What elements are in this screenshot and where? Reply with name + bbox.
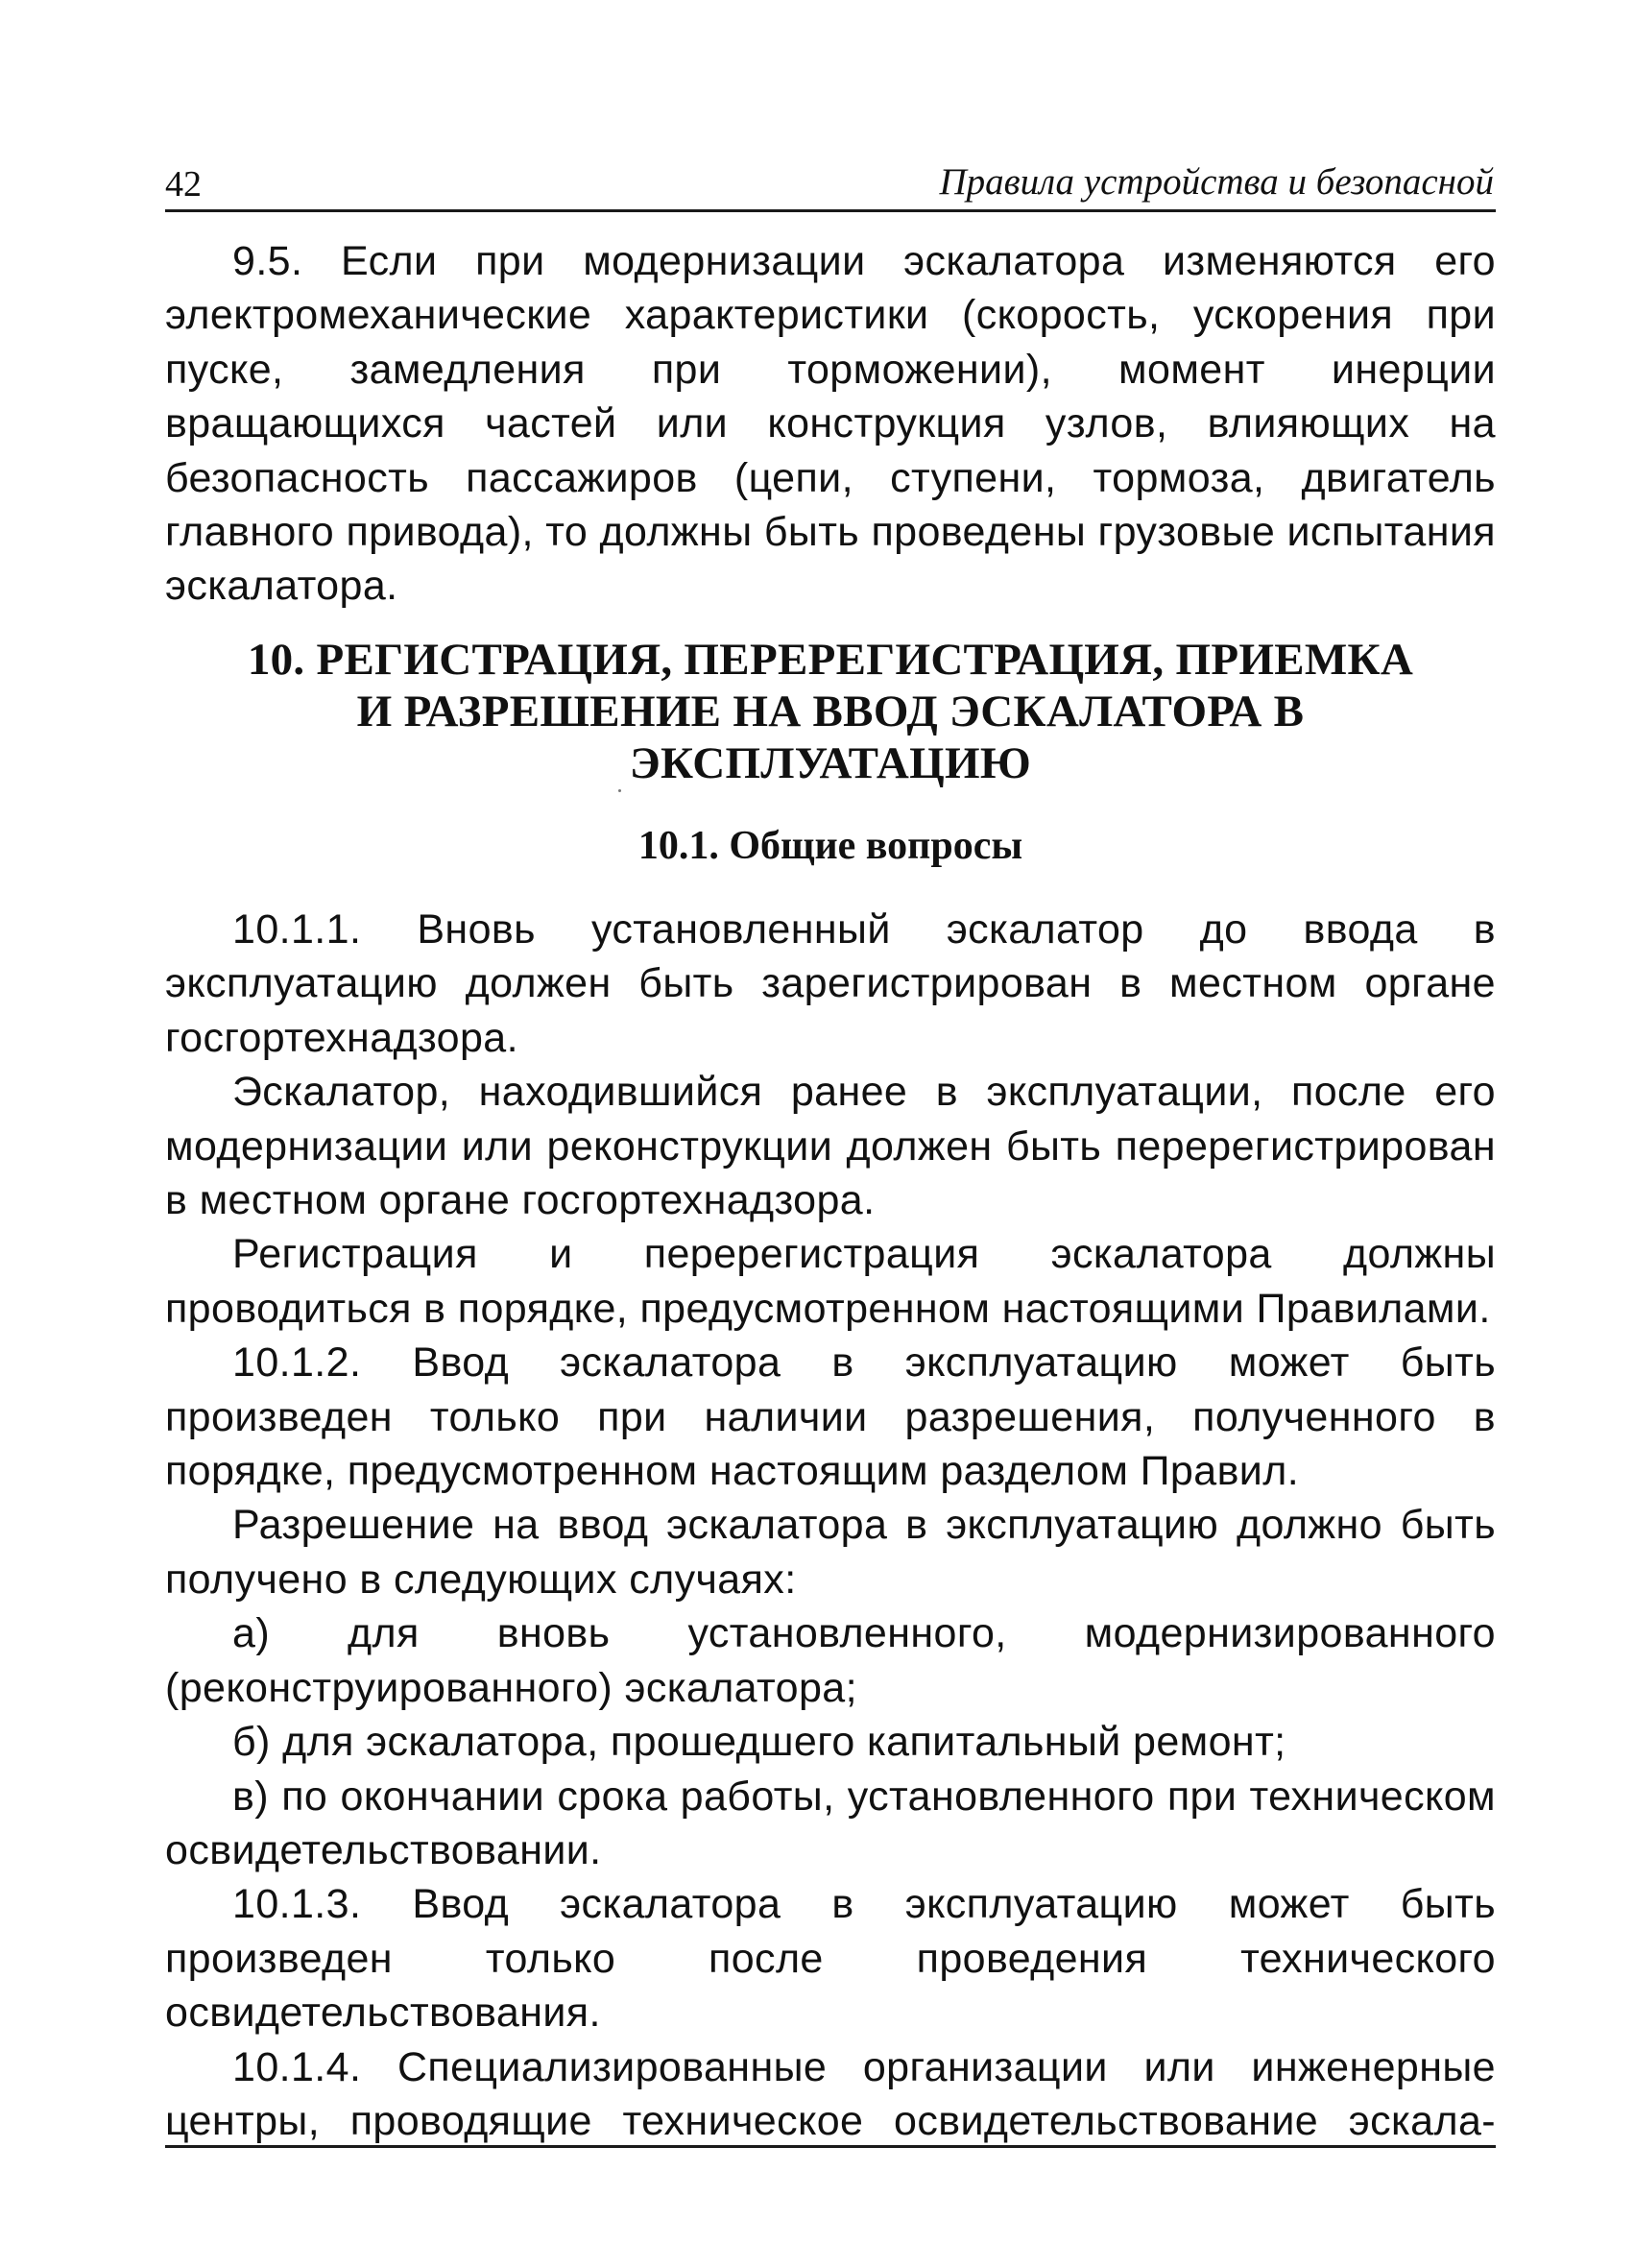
list-item: б) для эскалатора, прошедшего капитальный ремонт; xyxy=(232,1719,1286,1766)
subsection-title: 10.1. Общие вопросы xyxy=(637,824,1023,868)
main-text-block xyxy=(165,903,1496,2148)
paragraph: 10.1.1. Вновь установленный эскалатор до ввода в эксплуатацию должен быть зарегистрирован в местном органе госгортехнадзора. xyxy=(165,906,1496,1061)
section-title-line-2: И РАЗРЕШЕНИЕ НА ВВОД ЭСКАЛАТОРА В ЭКСПЛУАТАЦИЮ xyxy=(356,687,1305,788)
paragraph: Эскалатор, находившийся ранее в эксплуатации, после его модернизации или реконструкции должен быть перерегистрирован в местном органе госгортехнадзора. xyxy=(165,1069,1496,1224)
paragraph: Регистрация и перерегистрация эскалатора должны проводиться в порядке, предусмотренном настоящими Правилами. xyxy=(165,1231,1496,1332)
section-title xyxy=(165,634,1496,789)
paragraph: 10.1.2. Ввод эскалатора в эксплуатацию может быть произведен только при наличии разрешения, полученного в порядке, предусмотренном настоящим разделом Правил. xyxy=(165,1339,1496,1495)
footer-rule xyxy=(165,2145,1496,2148)
list-item: в) по окончании срока работы, установленного при техническом освидетельствовании. xyxy=(165,1773,1496,1873)
intro-text-block xyxy=(165,234,1496,614)
page-number: 42 xyxy=(165,164,202,205)
paragraph-9-5: 9.5. Если при модернизации эскалатора изменяются его электромеханические характеристики (скорость, ускорения при пуске, замедления при торможении), момент инерции вращающихся частей или конструкция узлов, влияющих на безопасность пассажиров (цепи, ступени, тормоза, двигатель главного привода), то должны быть проведены грузовые испытания эскалатора. xyxy=(165,238,1496,610)
print-speck xyxy=(618,789,621,792)
running-title: Правила устройства и безопасной xyxy=(939,161,1494,203)
page-header xyxy=(165,161,1496,212)
list-item: а) для вновь установленного, модернизированного (реконструированного) эскалатора; xyxy=(165,1610,1496,1711)
paragraph: 10.1.3. Ввод эскалатора в эксплуатацию может быть произведен только после проведения технического освидетельствования. xyxy=(165,1881,1496,2037)
paragraph: 10.1.4. Специализированные организации или инженерные центры, проводящие техническое освидетельствование эскала- xyxy=(165,2043,1496,2144)
paragraph: Разрешение на ввод эскалатора в эксплуатацию должно быть получено в следующих случаях: xyxy=(165,1502,1496,1603)
section-title-line-1: 10. РЕГИСТРАЦИЯ, ПЕРЕРЕГИСТРАЦИЯ, ПРИЕМКА xyxy=(247,635,1414,685)
